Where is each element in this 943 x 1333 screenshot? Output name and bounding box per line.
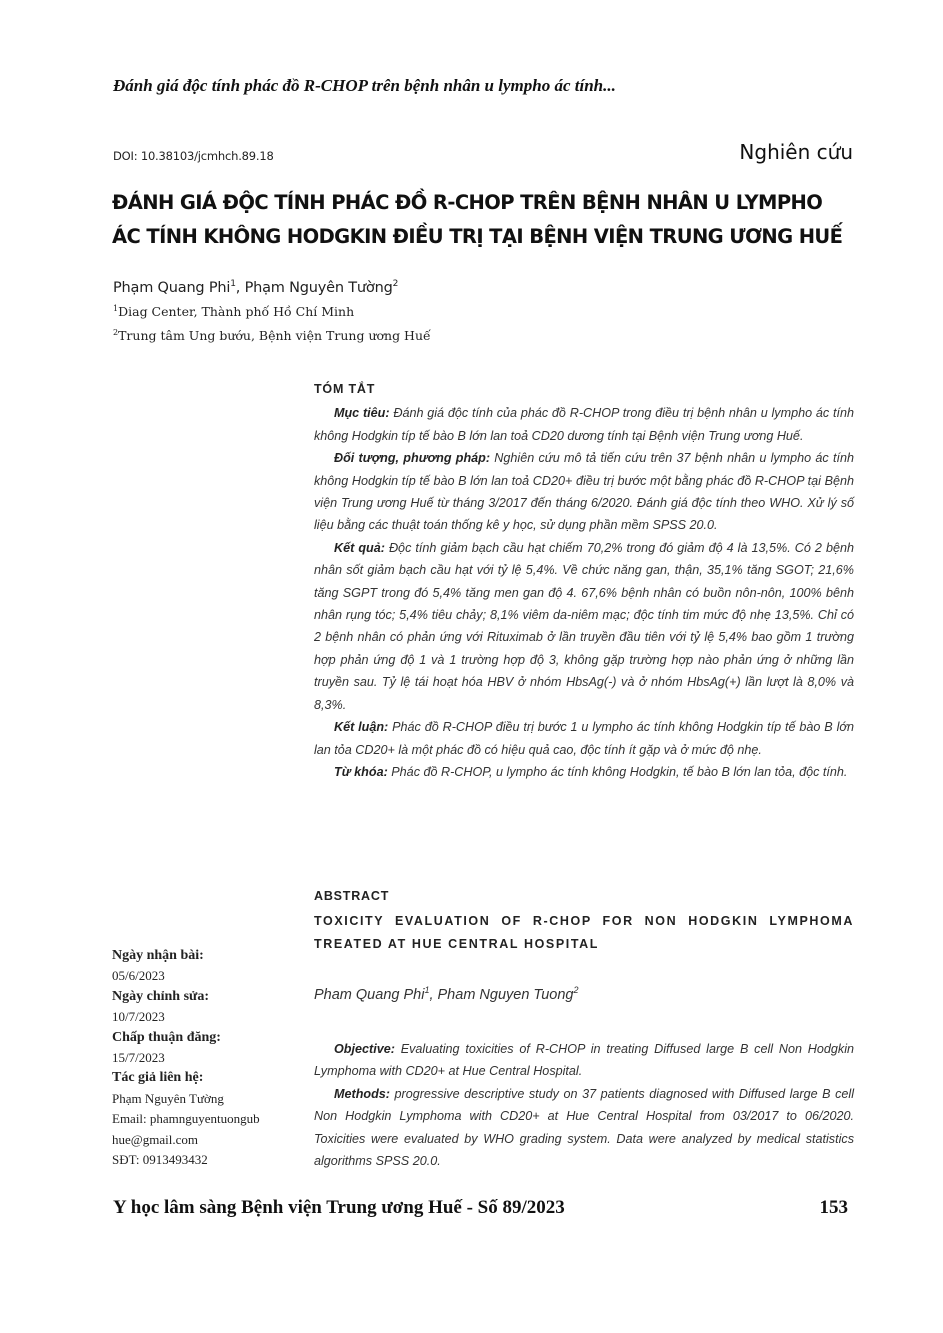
abstract-conclusion: [314, 716, 854, 761]
en-article-title: TOXICITY EVALUATION OF R-CHOP FOR NON HODGKIN LYMPHOMA TREATED AT HUE CENTRAL HOSPITAL: [314, 914, 854, 951]
en-author-list: [314, 985, 578, 1003]
abstract-methods: [314, 447, 854, 537]
author-name: Pham Nguyen Tuong: [437, 986, 574, 1003]
abstract-methods-en: [314, 1083, 854, 1173]
section-label: Objective:: [334, 1042, 395, 1056]
running-head: Đánh giá độc tính phác đồ R-CHOP trên bệnh nhân u lympho ác tính...: [113, 76, 616, 95]
title-line-1: ĐÁNH GIÁ ĐỘC TÍNH PHÁC ĐỒ R-CHOP TRÊN BỆNH NHÂN U LYMPHO: [112, 191, 823, 214]
page-number: 153: [819, 1197, 848, 1218]
abstract-objective: [314, 402, 854, 447]
affil-text: Trung tâm Ung bướu, Bệnh viện Trung ương Huế: [118, 328, 431, 344]
author-affil-marker: 1: [230, 279, 236, 289]
contact-label: Tác giả liên hệ:: [112, 1070, 204, 1086]
affil-marker: 1: [113, 304, 119, 313]
abstract-objective-en: [314, 1038, 854, 1083]
en-abstract: [314, 1038, 854, 1172]
section-text: Nghiên cứu mô tả tiến cứu trên 37 bệnh nhân u lympho ác tính không Hodgkin típ tế bào B lớn lan toả CD20+ điều trị bước một bằng phác đồ R-CHOP tại Bệnh viện Trung ương Huế từ tháng 3/2017 đến tháng 6/2020. Đánh giá độc tính theo WHO. Xử lý số liệu bằng các thuật toán thống kê y học, sử dụng phần mềm SPSS 20.0.: [314, 451, 854, 533]
author-list: [113, 279, 398, 296]
section-text: Evaluating toxicities of R-CHOP in treating Diffused large B cell Non Hodgkin Lymphoma with CD20+ at Hue Central Hospital.: [314, 1042, 854, 1079]
section-label: Kết luận:: [334, 720, 389, 735]
author-name: Phạm Nguyên Tường: [244, 279, 393, 296]
contact-email-line2[interactable]: hue@gmail.com: [112, 1131, 198, 1147]
revised-date: 10/7/2023: [112, 1009, 165, 1025]
section-label: Methods:: [334, 1086, 390, 1101]
section-text: Phác đồ R-CHOP điều trị bước 1 u lympho ác tính không Hodgkin típ tế bào B lớn lan tỏa CD20+ là một phác đồ có hiệu quả cao, độc tính ít gặp và ở mức độ nhẹ.: [314, 720, 854, 757]
footer-journal-name: Y học lâm sàng Bệnh viện Trung ương Huế - Số 89/2023: [113, 1197, 565, 1218]
article-info-sidebar: [112, 946, 297, 1170]
section-label: Nghiên cứu: [739, 140, 853, 164]
revised-label: Ngày chỉnh sửa:: [112, 988, 210, 1004]
section-label: Từ khóa:: [334, 764, 388, 779]
author-name: Phạm Quang Phi: [113, 279, 231, 296]
article-title: [112, 186, 862, 254]
vi-abstract-heading: TÓM TẮT: [314, 382, 376, 396]
author-separator: ,: [429, 986, 438, 1003]
contact-phone: SĐT: 0913493432: [112, 1152, 208, 1168]
abstract-results: [314, 537, 854, 716]
section-text: Phác đồ R-CHOP, u lympho ác tính không Hodgkin, tế bào B lớn lan tỏa, độc tính.: [387, 764, 848, 779]
author-affil-marker: 2: [573, 985, 579, 995]
section-text: Đánh giá độc tính của phác đồ R-CHOP trong điều trị bệnh nhân u lympho ác tính không Hodgkin típ tế bào B lớn lan toả CD20 dương tính tại Bệnh viện Trung ương Huế.: [314, 406, 854, 443]
section-label: Kết quả:: [334, 540, 385, 555]
accepted-label: Chấp thuận đăng:: [112, 1029, 221, 1045]
affiliation-1: [113, 304, 354, 319]
author-name: Pham Quang Phi: [314, 986, 425, 1003]
contact-name: Phạm Nguyên Tường: [112, 1090, 224, 1106]
author-separator: ,: [235, 279, 245, 296]
doi-link[interactable]: DOI: 10.38103/jcmhch.89.18: [113, 149, 274, 163]
affil-marker: 2: [113, 328, 119, 337]
section-text: progressive descriptive study on 37 patients diagnosed with Diffused large B cell Non Hodgkin Lymphoma with CD20+ at Hue Central Hospital from 03/2017 to 06/2020. Toxicities were evaluated by WHO grading system. Data were analyzed by medical statistics algorithms SPSS 20.0.: [314, 1086, 854, 1169]
affiliation-2: [113, 328, 431, 343]
section-label: Mục tiêu:: [334, 406, 390, 421]
author-affil-marker: 2: [392, 279, 399, 289]
title-line-2: ÁC TÍNH KHÔNG HODGKIN ĐIỀU TRỊ TẠI BỆNH VIỆN TRUNG ƯƠNG HUẾ: [112, 225, 843, 248]
contact-email-line1[interactable]: Email: phamnguyentuongub: [112, 1111, 260, 1127]
author-affil-marker: 1: [424, 985, 430, 995]
affil-text: Diag Center, Thành phố Hồ Chí Minh: [118, 304, 355, 320]
en-abstract-heading: ABSTRACT: [314, 889, 390, 903]
abstract-keywords: [314, 761, 854, 783]
received-date: 05/6/2023: [112, 968, 165, 984]
section-text: Độc tính giảm bạch cầu hạt chiếm 70,2% trong đó giảm độ 4 là 13,5%. Có 2 bệnh nhân sốt giảm bạch cầu hạt với tỷ lệ 5,4%. Về chức năng gan, thận, 35,1% tăng SGOT; 21,6% tăng SGPT trong đó 5,4% tăng men gan độ 4. 67,6% bệnh nhân có buồn nôn-nôn, 100% bênh nhân rụng tóc; 5,4% tiêu chảy; 8,1% viêm da-niêm mạc; độc tính tim mức độ nhẹ 13,5%. Chỉ có 2 bệnh nhân có phản ứng với Rituximab ở lần truyền đầu tiên với tỷ lệ 5,4% bao gồm 1 trường hợp phản ứng độ 1 và 1 trường hợp độ 3, không gặp trường hợp nào phản ứng ở những lần truyền sau. Tỷ lệ tái hoạt hóa HBV ở nhóm HbsAg(-) và ở nhóm HbsAg(+) lần lượt là 8,0% và 8,3%.: [314, 540, 854, 712]
received-label: Ngày nhận bài:: [112, 948, 204, 963]
vi-abstract: [314, 378, 854, 783]
section-label: Đối tượng, phương pháp:: [334, 451, 491, 466]
accepted-date: 15/7/2023: [112, 1050, 165, 1066]
